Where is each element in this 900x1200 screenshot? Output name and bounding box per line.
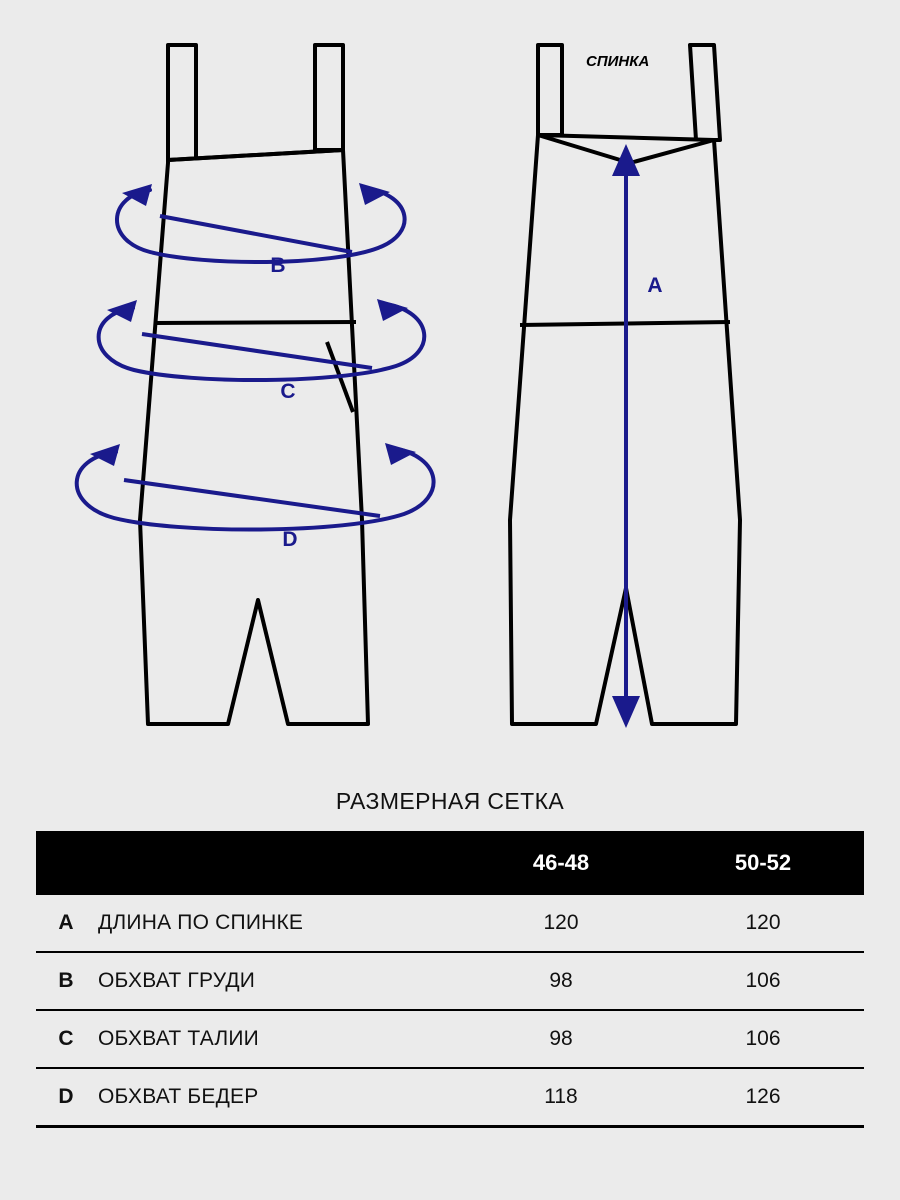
size-table [36, 831, 864, 1128]
row-key: A [36, 895, 96, 952]
row-value-46-48: 118 [460, 1068, 662, 1127]
row-name: ОБХВАТ ТАЛИИ [96, 1010, 460, 1068]
row-key: B [36, 952, 96, 1010]
marker-a-label: A [647, 274, 663, 297]
row-key: D [36, 1068, 96, 1127]
table-row [36, 1010, 864, 1068]
size-table-head [36, 831, 864, 895]
row-name: ОБХВАТ БЕДЕР [96, 1068, 460, 1127]
marker-b-label: B [270, 254, 286, 277]
front-view-garment [140, 45, 368, 724]
row-value-50-52: 106 [662, 952, 864, 1010]
table-row [36, 1068, 864, 1127]
back-view-label: СПИНКА [586, 53, 650, 70]
row-value-46-48: 98 [460, 1010, 662, 1068]
table-row [36, 952, 864, 1010]
marker-d-label: D [282, 528, 298, 551]
row-value-50-52: 120 [662, 895, 864, 952]
size-table-body [36, 895, 864, 1127]
row-value-50-52: 126 [662, 1068, 864, 1127]
size-table-title: РАЗМЕРНАЯ СЕТКА [335, 788, 565, 814]
header-key [36, 831, 96, 895]
row-value-46-48: 98 [460, 952, 662, 1010]
header-size-50-52: 50-52 [734, 850, 792, 875]
row-key: C [36, 1010, 96, 1068]
header-size-46-48: 46-48 [532, 850, 590, 875]
row-value-50-52: 106 [662, 1010, 864, 1068]
row-value-46-48: 120 [460, 895, 662, 952]
table-row [36, 895, 864, 952]
size-table-section [0, 760, 900, 1200]
size-table-header-row [36, 831, 864, 895]
row-name: ОБХВАТ ГРУДИ [96, 952, 460, 1010]
row-name: ДЛИНА ПО СПИНКЕ [96, 895, 460, 952]
header-measure-name [96, 831, 460, 895]
marker-c-label: C [280, 380, 296, 403]
